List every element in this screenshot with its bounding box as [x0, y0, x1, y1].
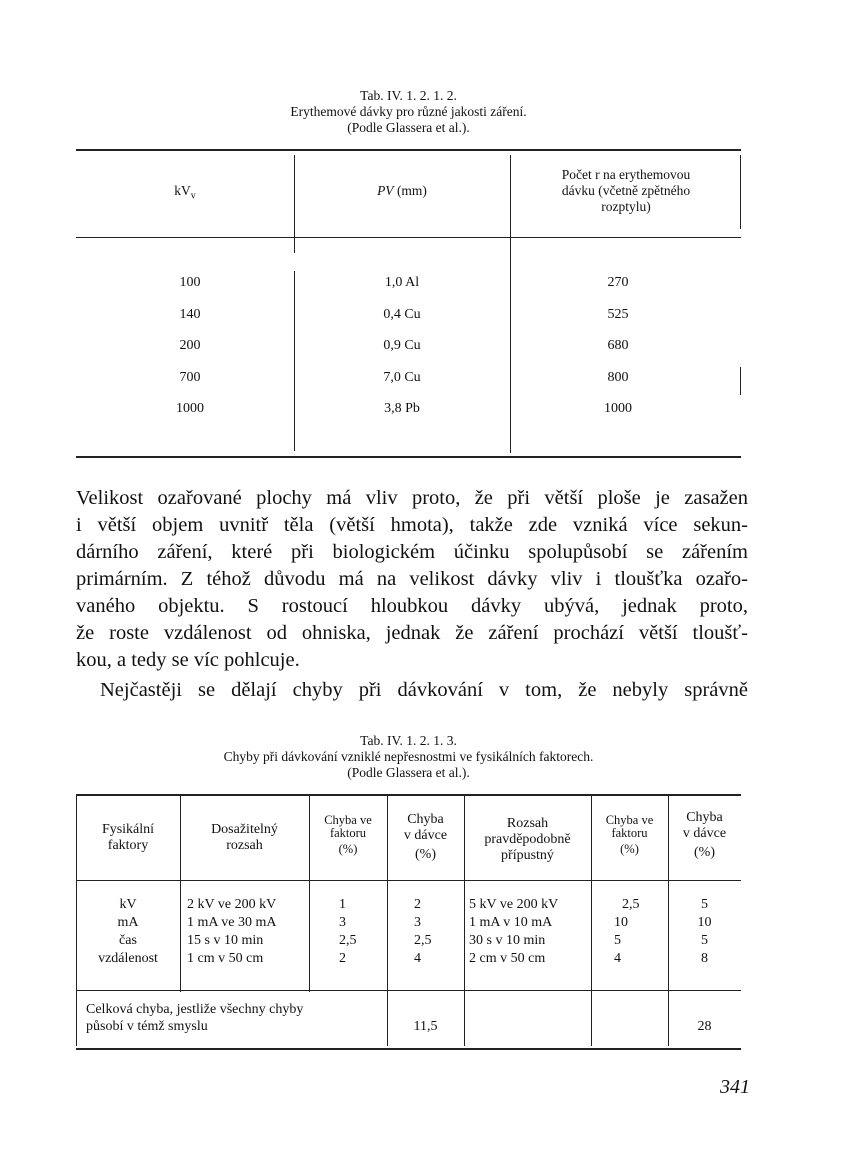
text-line: vaného objektu. S rostoucí hloubkou dávky ubývá, jednak proto, [76, 595, 748, 617]
table1-title: Erythemové dávky pro různé jakosti záření. [290, 104, 527, 119]
table-cell: 10 [697, 915, 712, 930]
table2-header-error-dose-2: Chyba v dávce (%) [682, 810, 727, 860]
table1-header-count: Počet r na erythemovou dávku (včetně zpětného rozptylu) [561, 167, 691, 214]
table-cell: 0,4 Cu [383, 306, 421, 322]
table1-kv-column [76, 267, 304, 425]
table-cell: 3,8 Pb [384, 401, 420, 416]
table2-header-probable-range: Rozsah pravděpodobně přípustný [484, 816, 571, 863]
table2-error-factor-column [339, 896, 387, 968]
table2-factors-column [76, 896, 180, 968]
table2-error-dose-column [414, 896, 464, 968]
table-cell: 15 s v 10 min [187, 933, 264, 948]
table-cell: 5 [701, 933, 708, 948]
table1-number: Tab. IV. 1. 2. 1. 2. [360, 88, 457, 103]
table1-caption [76, 88, 741, 136]
text-line: Nejčastěji se dělají chyby při dávkování v tom, že nebyly správně [100, 679, 748, 701]
table1-header-kv: $kV_v$ [174, 183, 196, 202]
table-cell: 1,0 Al [384, 275, 420, 290]
table2-header-error-dose: Chyba v dávce (%) [403, 812, 448, 862]
text-line: že roste vzdálenost od ohniska, jednak že záření prochází větší tloušť- [76, 622, 748, 644]
table-cell: 1 mA v 10 mA [469, 915, 553, 930]
table2-header-error-factor: Chyba ve faktoru (%) [324, 813, 372, 856]
table-cell: mA [117, 915, 139, 930]
table2 [76, 794, 741, 1050]
table1-header-pv: PV (mm) [377, 183, 427, 198]
table2-total-rule [76, 990, 741, 991]
table1-divider [510, 155, 511, 453]
table1-divider [294, 155, 295, 253]
table-cell: 8 [701, 951, 708, 966]
table2-total-dose-2: 28 [697, 1019, 712, 1034]
table-cell: 100 [179, 275, 201, 290]
table-cell: 1000 [176, 401, 204, 416]
table2-source: (Podle Glassera et al.). [347, 765, 470, 780]
table-cell: 2 kV ve 200 kV [187, 897, 277, 912]
table2-range-column [187, 896, 309, 968]
table-cell: 5 [614, 933, 621, 948]
table1-pv-column [294, 267, 510, 425]
table-cell: 10 [614, 915, 628, 930]
table-cell: 5 kV ve 200 kV [469, 897, 559, 912]
table2-caption [76, 733, 741, 781]
table2-header-rule [76, 880, 741, 881]
table-cell: 0,9 Cu [383, 338, 421, 353]
table1-divider [740, 155, 741, 229]
table-cell: 1 [339, 897, 346, 912]
table-cell: 2,5 [622, 897, 640, 912]
table-cell: 2,5 [414, 933, 432, 948]
table-cell: 7,0 Cu [383, 369, 421, 385]
table-cell: 2,5 [339, 933, 357, 948]
text-line: kou, a tedy se víc pohlcuje. [76, 649, 300, 671]
table2-probable-range-column [469, 896, 591, 968]
table-cell: 3 [414, 915, 421, 930]
table1-header-rule [76, 237, 741, 238]
table2-error-dose-2-column [668, 896, 741, 968]
table-cell: 1 mA ve 30 mA [187, 915, 277, 930]
table-cell: 4 [414, 951, 421, 966]
table-cell: 1000 [604, 401, 632, 416]
table-cell: 140 [179, 306, 201, 322]
table-cell: kV [119, 897, 137, 912]
table1-count-column [512, 267, 724, 425]
text-line: Velikost ozařované plochy má vliv proto, že při větší ploše je zasažen [76, 487, 748, 509]
table-cell: čas [119, 933, 137, 948]
table2-header-factors: Fysikální faktory [101, 822, 155, 853]
text-line: dárního záření, které při biologickém účinku spolupůsobí se zářením [76, 541, 748, 563]
table2-header-range: Dosažitelný rozsah [211, 822, 278, 853]
table-cell: 2 cm v 50 cm [469, 951, 546, 966]
table-cell: 4 [614, 951, 621, 966]
table-cell: 2 [339, 951, 346, 966]
table-cell: 800 [607, 369, 629, 385]
body-paragraph [76, 485, 748, 674]
table-cell: vzdálenost [98, 951, 158, 966]
table-cell: 30 s v 10 min [469, 933, 546, 948]
table2-title: Chyby při dávkování vzniklé nepřesnostmi ve fysikálních faktorech. [223, 749, 594, 764]
table2-total-label: Celková chyba, jestliže všechny chyby působí v témž smyslu [86, 1002, 304, 1034]
text-line: i větší objem uvnitř těla (větší hmota), takže zde vzniká více sekun- [76, 514, 748, 536]
table-cell: 270 [607, 275, 629, 290]
table-cell: 200 [179, 338, 201, 353]
table2-error-factor-2-column [614, 896, 668, 968]
table-cell: 525 [607, 306, 629, 322]
table-cell: 3 [339, 915, 346, 930]
table-cell: 2 [414, 897, 421, 912]
table-cell: 1 cm v 50 cm [187, 951, 264, 966]
table1-source: (Podle Glassera et al.). [347, 120, 470, 135]
table1 [76, 149, 741, 458]
table2-number: Tab. IV. 1. 2. 1. 3. [360, 733, 457, 748]
table-cell: 700 [179, 369, 201, 385]
table-cell: 680 [607, 338, 629, 353]
table1-divider [740, 367, 741, 395]
table-cell: 5 [701, 897, 708, 912]
table2-header-error-factor-2: Chyba ve faktoru (%) [605, 813, 654, 856]
table2-total-dose: 11,5 [413, 1019, 438, 1034]
text-line: primárním. Z téhož důvodu má na velikost dávky vliv i tloušťka ozařo- [76, 568, 748, 590]
page-number: 341 [720, 1076, 750, 1098]
body-paragraph-2 [100, 677, 748, 704]
